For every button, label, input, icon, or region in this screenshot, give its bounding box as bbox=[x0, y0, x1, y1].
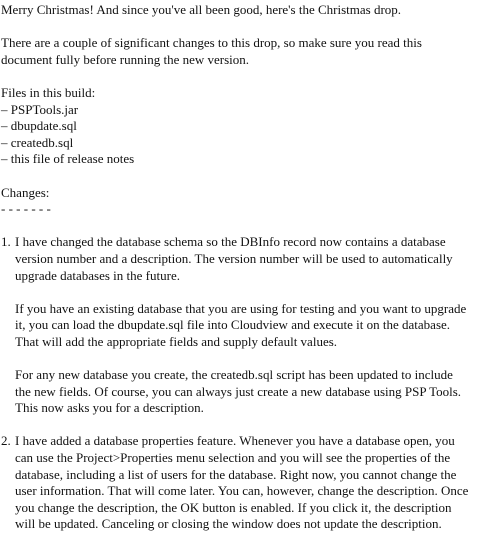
change-line: the new fields. Of course, you can always just create a new database using PSP Tools. bbox=[15, 383, 462, 399]
spacer bbox=[1, 68, 500, 85]
change-line: upgrade databases in the future. bbox=[15, 267, 180, 283]
spacer bbox=[1, 417, 500, 434]
change-number: 2. bbox=[1, 433, 11, 449]
changes-heading: Changes: bbox=[1, 184, 50, 200]
change-line: you change the description, the OK button is enabled. If you click it, the description bbox=[15, 499, 452, 515]
change-line: If you have an existing database that you are using for testing and you want to upgrade bbox=[15, 300, 467, 316]
change-line: That will add the appropriate fields and supply default values. bbox=[15, 333, 338, 349]
spacer bbox=[1, 19, 500, 36]
change-line: version number and a description. The version number will be used to automatically bbox=[15, 250, 453, 266]
change-line: user information. That will come later. You can, however, change the description. Once bbox=[15, 483, 469, 499]
spacer bbox=[15, 350, 500, 367]
file-item: – createdb.sql bbox=[1, 134, 74, 150]
change-line: This now asks you for a description. bbox=[15, 400, 204, 416]
change-line: I have added a database properties feature. Whenever you have a database open, you bbox=[15, 433, 455, 449]
intro-line: Merry Christmas! And since you've all been good, here's the Christmas drop. bbox=[1, 2, 402, 17]
change-line: it, you can load the dbupdate.sql file into Cloudview and execute it on the database. bbox=[15, 317, 451, 333]
spacer bbox=[15, 284, 500, 301]
warning-line: document fully before running the new version. bbox=[1, 51, 250, 67]
change-line: I have changed the database schema so the DBInfo record now contains a database bbox=[15, 234, 446, 250]
files-heading: Files in this build: bbox=[1, 84, 96, 100]
change-line: For any new database you create, the createdb.sql script has been updated to include bbox=[15, 367, 453, 383]
spacer bbox=[1, 168, 500, 185]
change-item-1 bbox=[1, 234, 500, 417]
spacer bbox=[1, 218, 500, 235]
warning-line: There are a couple of significant changes to this drop, so make sure you read this bbox=[1, 35, 422, 51]
change-number: 1. bbox=[1, 234, 11, 250]
change-line: can use the Project>Properties menu selection and you will see the properties of the bbox=[15, 450, 451, 466]
file-item: – dbupdate.sql bbox=[1, 118, 77, 134]
file-item: – PSPTools.jar bbox=[1, 101, 79, 117]
change-item-2 bbox=[1, 433, 500, 533]
file-item: – this file of release notes bbox=[1, 151, 135, 167]
change-line: will be updated. Canceling or closing the window does not update the description. bbox=[15, 516, 442, 532]
change-line: database, including a list of users for the database. Right now, you cannot change the bbox=[15, 466, 457, 482]
changes-underline: - - - - - - - bbox=[1, 201, 51, 217]
